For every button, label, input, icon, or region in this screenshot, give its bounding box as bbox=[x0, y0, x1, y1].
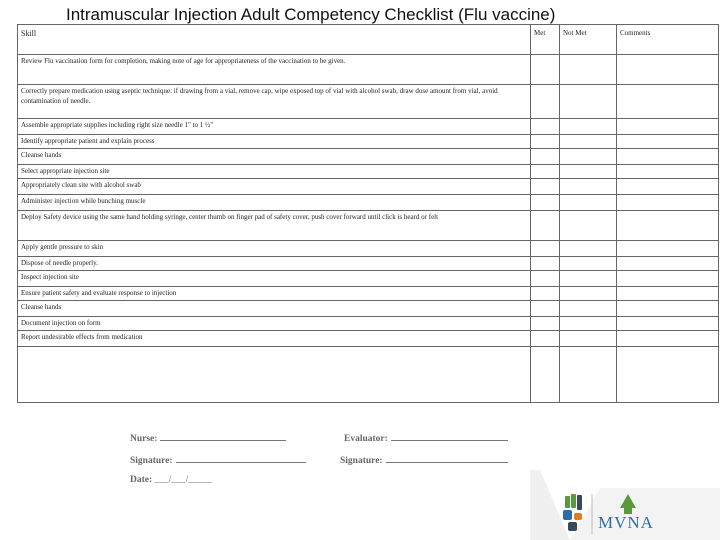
skill-cell: Select appropriate injection site bbox=[18, 165, 531, 179]
met-cell[interactable] bbox=[531, 257, 560, 271]
comments-cell[interactable] bbox=[617, 149, 719, 165]
skill-cell: Cleanse hands bbox=[18, 149, 531, 165]
comments-cell[interactable] bbox=[617, 331, 719, 347]
nurse-signature-label: Signature: bbox=[130, 456, 173, 466]
table-row bbox=[18, 257, 719, 271]
met-cell[interactable] bbox=[531, 271, 560, 287]
comments-cell[interactable] bbox=[617, 271, 719, 287]
skill-cell: Assemble appropriate supplies including right size needle 1" to 1 ½" bbox=[18, 119, 531, 135]
comments-cell[interactable] bbox=[617, 347, 719, 403]
not-met-cell[interactable] bbox=[560, 301, 617, 317]
met-cell[interactable] bbox=[531, 211, 560, 241]
nurse-line bbox=[160, 432, 286, 441]
evaluator-line bbox=[391, 432, 508, 441]
not-met-cell[interactable] bbox=[560, 347, 617, 403]
table-row bbox=[18, 135, 719, 149]
not-met-cell[interactable] bbox=[560, 317, 617, 331]
met-cell[interactable] bbox=[531, 347, 560, 403]
skill-cell: Document injection on form bbox=[18, 317, 531, 331]
table-row bbox=[18, 149, 719, 165]
table-row bbox=[18, 301, 719, 317]
table-row bbox=[18, 55, 719, 85]
date-label: Date: bbox=[130, 475, 153, 485]
nurse-signature-field[interactable] bbox=[130, 454, 306, 466]
not-met-header: Not Met bbox=[560, 25, 617, 55]
met-cell[interactable] bbox=[531, 55, 560, 85]
not-met-cell[interactable] bbox=[560, 135, 617, 149]
page-title: Intramuscular Injection Adult Competency Checklist (Flu vaccine) bbox=[66, 5, 556, 24]
not-met-cell[interactable] bbox=[560, 55, 617, 85]
met-cell[interactable] bbox=[531, 331, 560, 347]
comments-cell[interactable] bbox=[617, 195, 719, 211]
skill-cell: Dispose of needle properly. bbox=[18, 257, 531, 271]
logo-background-shape bbox=[530, 470, 570, 540]
table-row bbox=[18, 85, 719, 119]
table-header-row bbox=[18, 25, 719, 55]
skill-cell: Inspect injection site bbox=[18, 271, 531, 287]
table-row bbox=[18, 241, 719, 257]
met-cell[interactable] bbox=[531, 287, 560, 301]
evaluator-signature-label: Signature: bbox=[340, 456, 383, 466]
comments-cell[interactable] bbox=[617, 165, 719, 179]
skill-cell bbox=[18, 347, 531, 403]
comments-cell[interactable] bbox=[617, 241, 719, 257]
table-row bbox=[18, 195, 719, 211]
table-row bbox=[18, 347, 719, 403]
not-met-cell[interactable] bbox=[560, 211, 617, 241]
not-met-cell[interactable] bbox=[560, 241, 617, 257]
not-met-cell[interactable] bbox=[560, 257, 617, 271]
table-row bbox=[18, 317, 719, 331]
nurse-field[interactable] bbox=[130, 432, 286, 444]
met-cell[interactable] bbox=[531, 85, 560, 119]
competency-checklist-table bbox=[17, 24, 719, 403]
evaluator-label: Evaluator: bbox=[344, 434, 388, 444]
table-row bbox=[18, 179, 719, 195]
comments-cell[interactable] bbox=[617, 211, 719, 241]
met-cell[interactable] bbox=[531, 149, 560, 165]
skill-cell: Appropriately clean site with alcohol swab bbox=[18, 179, 531, 195]
met-cell[interactable] bbox=[531, 165, 560, 179]
met-cell[interactable] bbox=[531, 241, 560, 257]
skill-cell: Apply gentle pressure to skin bbox=[18, 241, 531, 257]
met-cell[interactable] bbox=[531, 119, 560, 135]
skill-cell: Identify appropriate patient and explain process bbox=[18, 135, 531, 149]
table-row bbox=[18, 211, 719, 241]
table-row bbox=[18, 331, 719, 347]
met-header: Met bbox=[531, 25, 560, 55]
logo-wordmark: MVNA bbox=[598, 513, 654, 532]
evaluator-field[interactable] bbox=[344, 432, 508, 444]
met-cell[interactable] bbox=[531, 317, 560, 331]
met-cell[interactable] bbox=[531, 135, 560, 149]
evaluator-signature-line bbox=[386, 454, 508, 463]
comments-cell[interactable] bbox=[617, 85, 719, 119]
evaluator-signature-field[interactable] bbox=[340, 454, 508, 466]
comments-cell[interactable] bbox=[617, 257, 719, 271]
nurse-label: Nurse: bbox=[130, 434, 158, 444]
skill-cell: Report undesirable effects from medication bbox=[18, 331, 531, 347]
table-row bbox=[18, 119, 719, 135]
skill-cell: Correctly prepare medication using aseptic technique: if drawing from a vial, remove cap, wipe exposed top of vial with alcohol swab, draw dose amount from vial, avoid contamination of needle. bbox=[18, 85, 531, 119]
comments-cell[interactable] bbox=[617, 301, 719, 317]
mvna-logo bbox=[530, 470, 720, 540]
not-met-cell[interactable] bbox=[560, 195, 617, 211]
comments-cell[interactable] bbox=[617, 179, 719, 195]
comments-header: Comments bbox=[617, 25, 719, 55]
comments-cell[interactable] bbox=[617, 55, 719, 85]
table-row bbox=[18, 271, 719, 287]
date-blanks: ___/___/_____ bbox=[154, 475, 213, 485]
met-cell[interactable] bbox=[531, 301, 560, 317]
skill-cell: Cleanse hands bbox=[18, 301, 531, 317]
not-met-cell[interactable] bbox=[560, 331, 617, 347]
skill-cell: Administer injection while bunching muscle bbox=[18, 195, 531, 211]
not-met-cell[interactable] bbox=[560, 149, 617, 165]
not-met-cell[interactable] bbox=[560, 271, 617, 287]
met-cell[interactable] bbox=[531, 179, 560, 195]
skill-cell: Ensure patient safety and evaluate response to injection bbox=[18, 287, 531, 301]
met-cell[interactable] bbox=[531, 195, 560, 211]
table-row bbox=[18, 287, 719, 301]
skill-cell: Deploy Safety device using the same hand holding syringe, center thumb on finger pad of safety cover, push cover forward until click is heard or felt bbox=[18, 211, 531, 241]
not-met-cell[interactable] bbox=[560, 165, 617, 179]
skill-header: Skill bbox=[18, 25, 531, 55]
date-field[interactable] bbox=[130, 475, 212, 485]
comments-cell[interactable] bbox=[617, 287, 719, 301]
table-row bbox=[18, 165, 719, 179]
not-met-cell[interactable] bbox=[560, 119, 617, 135]
comments-cell[interactable] bbox=[617, 119, 719, 135]
comments-cell[interactable] bbox=[617, 135, 719, 149]
not-met-cell[interactable] bbox=[560, 287, 617, 301]
not-met-cell[interactable] bbox=[560, 179, 617, 195]
nurse-signature-line bbox=[176, 454, 306, 463]
comments-cell[interactable] bbox=[617, 317, 719, 331]
not-met-cell[interactable] bbox=[560, 85, 617, 119]
skill-cell: Review Flu vaccination form for completion, making note of age for appropriateness of the vaccination to be given. bbox=[18, 55, 531, 85]
